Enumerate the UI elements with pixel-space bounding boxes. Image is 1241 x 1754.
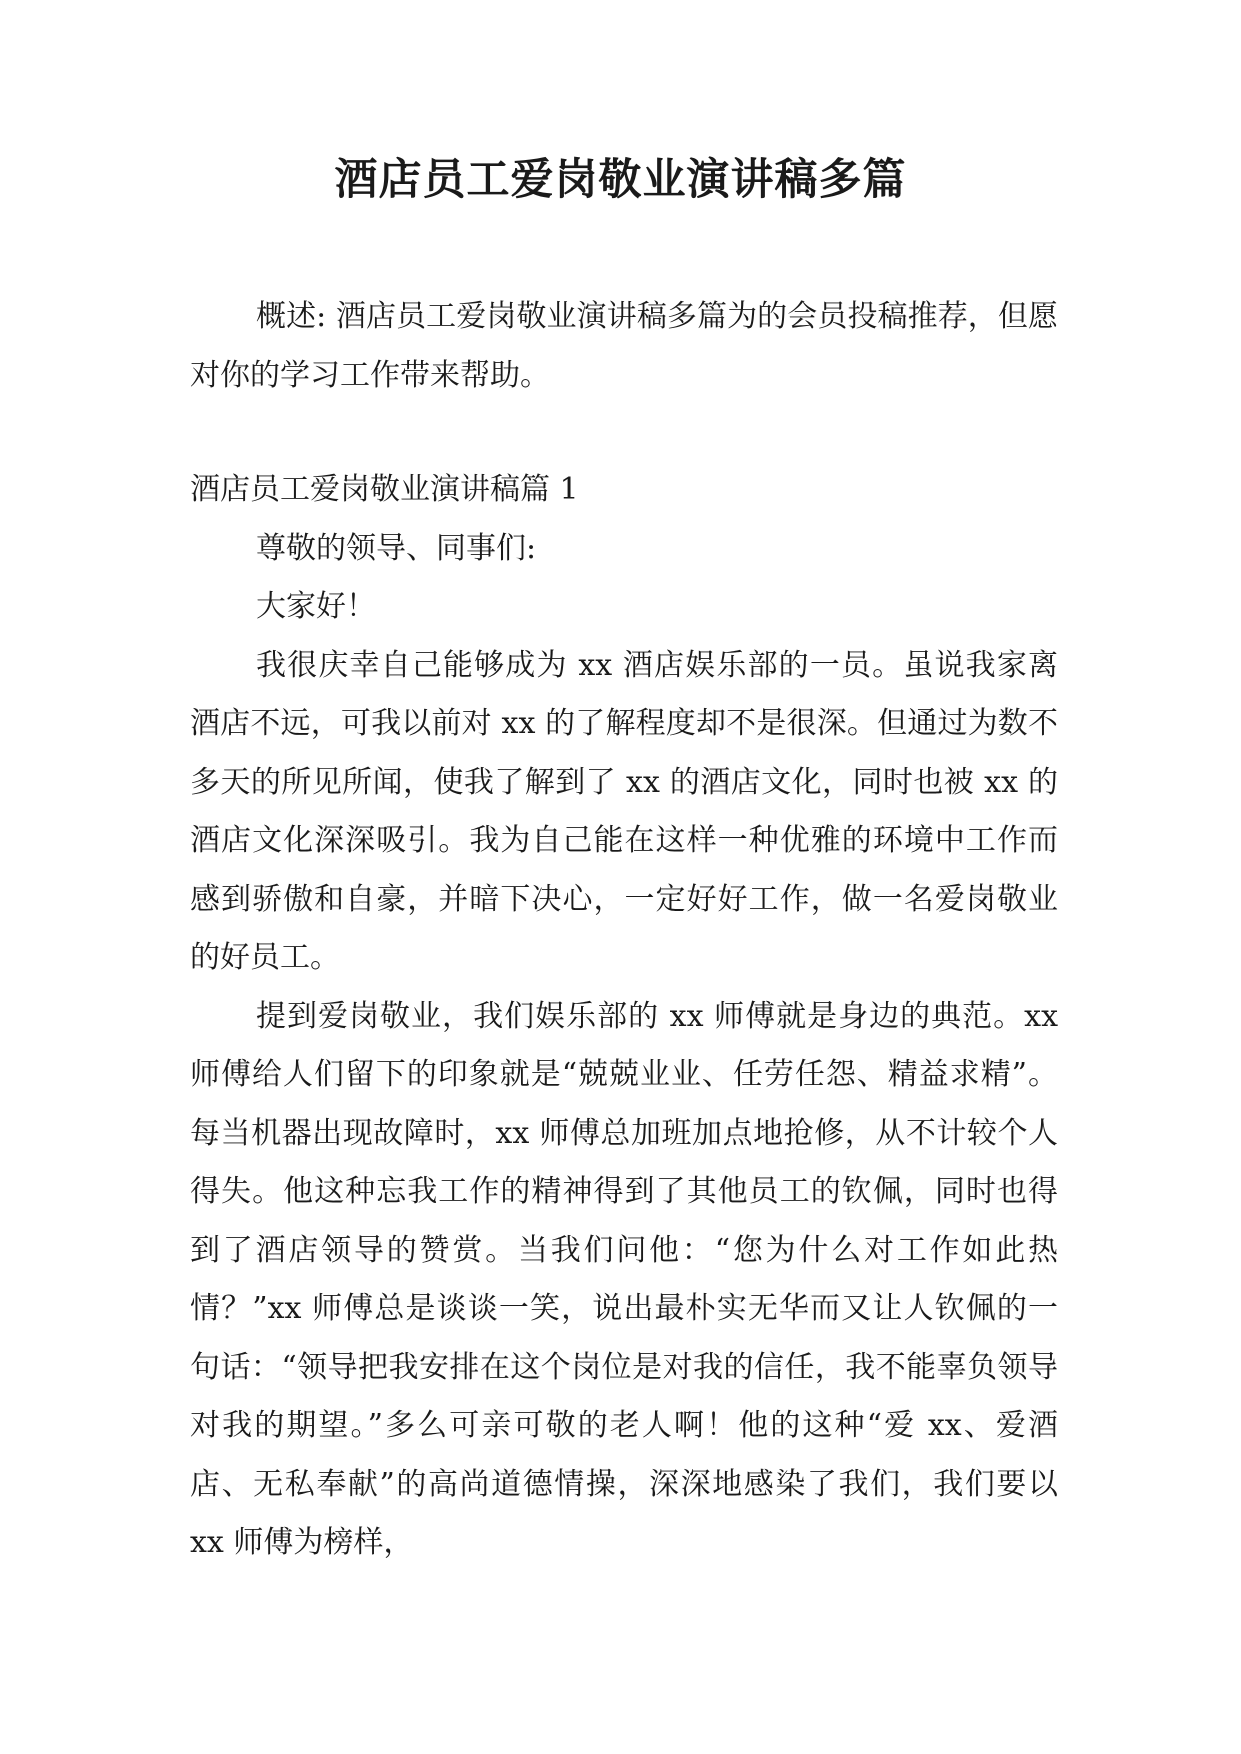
greeting: 大家好！	[256, 589, 376, 624]
body-paragraph: 提到爱岗敬业，我们娱乐部的 xx 师傅就是身边的典范。xx 师傅给人们留下的印象就是“兢兢业业、任劳任怨、精益求精”。每当机器出现故障时，xx 师傅总加班加点地抢修，从不计较个人得失。他这种忘我工作的精神得到了其他员工的钦佩，同时也得到了酒店领导的赞赏。当我们问他：“您为什么对工作如此热情？”xx 师傅总是谈谈一笑，说出最朴实无华而又让人钦佩的一句话：“领导把我安排在这个岗位是对我的信任，我不能辜负领导对我的期望。”多么可亲可敬的老人啊！他的这种“爱 xx、爱酒店、无私奉献”的高尚道德情操，深深地感染了我们，我们要以 xx 师傅为榜样，	[190, 998, 1058, 1560]
speech-section	[190, 461, 1058, 1573]
summary-paragraph: 概述: 酒店员工爱岗敬业演讲稿多篇为的会员投稿推荐，但愿对你的学习工作带来帮助。	[190, 299, 1058, 393]
body-paragraph: 我很庆幸自己能够成为 xx 酒店娱乐部的一员。虽说我家离酒店不远，可我以前对 xx 的了解程度却不是很深。但通过为数不多天的所见所闻，使我了解到了 xx 的酒店文化，同时也被 xx 的酒店文化深深吸引。我为自己能在这样一种优雅的环境中工作而感到骄傲和自豪，并暗下决心，一定好好工作，做一名爱岗敬业的好员工。	[190, 647, 1058, 975]
salutation: 尊敬的领导、同事们:	[256, 530, 537, 566]
document-title: 酒店员工爱岗敬业演讲稿多篇	[334, 155, 907, 205]
section-heading: 酒店员工爱岗敬业演讲稿篇 1	[190, 472, 579, 507]
summary-block	[190, 288, 1058, 405]
